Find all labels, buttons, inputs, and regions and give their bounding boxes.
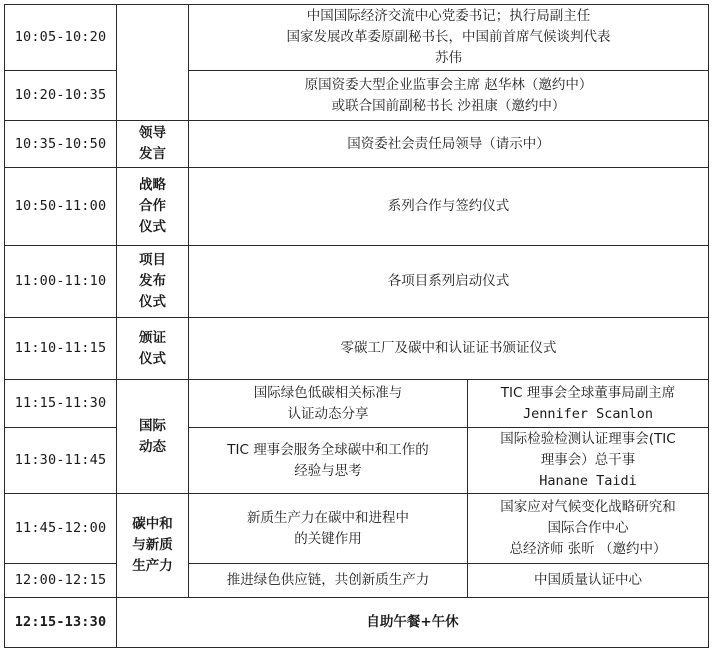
agenda-table [4,4,709,648]
content-cell [189,71,709,121]
time-cell: 10:50-11:00 [5,168,117,246]
topic-cell [189,494,468,564]
topic-line: 国际绿色低碳相关标准与 [253,384,403,401]
content-line: 苏伟 [435,50,462,66]
content-line: 中国国际经济交流中心党委书记；执行局副主任 [306,8,591,24]
table-row [5,121,709,168]
speaker-line: 总经济师 张昕 （邀约中） [509,541,667,557]
section-line: 与新质 [132,537,173,553]
section-leader-speech [117,121,189,168]
speaker-line: Hanane Taidi [539,473,637,489]
speaker-line: TIC 理事会全球董事局副主席 [500,384,676,401]
time-cell: 10:20-10:35 [5,71,117,121]
section-line: 颁证 [139,329,166,346]
topic-line: 经验与思考 [294,462,362,479]
content-cell: 各项目系列启动仪式 [189,246,709,318]
speaker-line: 国际检验检测认证理事会(TIC [500,431,676,447]
content-cell [189,5,709,71]
section-cell-empty [117,5,189,121]
section-line: 动态 [139,438,166,455]
speaker-line: Jennifer Scanlon [522,405,654,422]
section-line: 合作 [139,198,166,214]
lunch-break-cell: 自助午餐+午休 [117,598,709,648]
time-cell: 12:00-12:15 [5,564,117,598]
content-line: 或联合国前副秘书长 沙祖康（邀约中） [331,97,566,114]
speaker-cell [468,494,709,564]
section-line: 生产力 [132,558,173,574]
speaker-cell [468,428,709,494]
agenda-document [4,4,709,648]
content-cell: 国资委社会责任局领导（请示中） [189,121,709,168]
section-project-launch [117,246,189,318]
topic-line: 的关键作用 [294,530,362,547]
table-row [5,246,709,318]
table-row [5,428,709,494]
section-line: 国际 [139,417,166,434]
section-carbon-neutral-productivity [117,494,189,598]
time-cell: 12:15-13:30 [5,598,117,648]
time-cell: 11:30-11:45 [5,428,117,494]
table-row [5,564,709,598]
topic-cell [189,428,468,494]
time-cell: 10:35-10:50 [5,121,117,168]
table-row [5,168,709,246]
table-row [5,318,709,380]
section-line: 战略 [139,177,166,193]
time-cell: 11:00-11:10 [5,246,117,318]
topic-cell [189,380,468,428]
section-certificate-ceremony [117,318,189,380]
section-line: 仪式 [139,294,166,310]
section-line: 领导 [139,125,166,141]
time-cell: 11:15-11:30 [5,380,117,428]
topic-line: TIC 理事会服务全球碳中和工作的 [227,441,429,458]
speaker-cell: 中国质量认证中心 [468,564,709,598]
content-cell: 系列合作与签约仪式 [189,168,709,246]
section-line: 碳中和 [132,516,173,532]
speaker-line: 理事会）总干事 [540,452,636,468]
section-line: 仪式 [139,350,166,367]
table-row [5,598,709,648]
time-cell: 10:05-10:20 [5,5,117,71]
table-row [5,380,709,428]
table-row [5,494,709,564]
speaker-cell [468,380,709,428]
topic-cell: 推进绿色供应链，共创新质生产力 [189,564,468,598]
time-cell: 11:10-11:15 [5,318,117,380]
speaker-line: 国家应对气候变化战略研究和 [500,499,676,515]
section-cooperation-ceremony [117,168,189,246]
section-international-trends [117,380,189,494]
speaker-line: 国际合作中心 [547,520,629,536]
table-row [5,71,709,121]
time-cell: 11:45-12:00 [5,494,117,564]
content-line: 原国资委大型企业监事会主席 赵华林（邀约中） [304,76,593,93]
topic-line: 新质生产力在碳中和进程中 [247,509,409,526]
content-cell: 零碳工厂及碳中和认证证书颁证仪式 [189,318,709,380]
topic-line: 认证动态分享 [287,405,369,422]
section-line: 仪式 [139,219,166,235]
section-line: 发布 [139,273,166,289]
section-line: 项目 [139,252,166,268]
table-row [5,5,709,71]
section-line: 发言 [139,146,166,162]
content-line: 国家发展改革委原副秘书长，中国前首席气候谈判代表 [286,29,611,45]
